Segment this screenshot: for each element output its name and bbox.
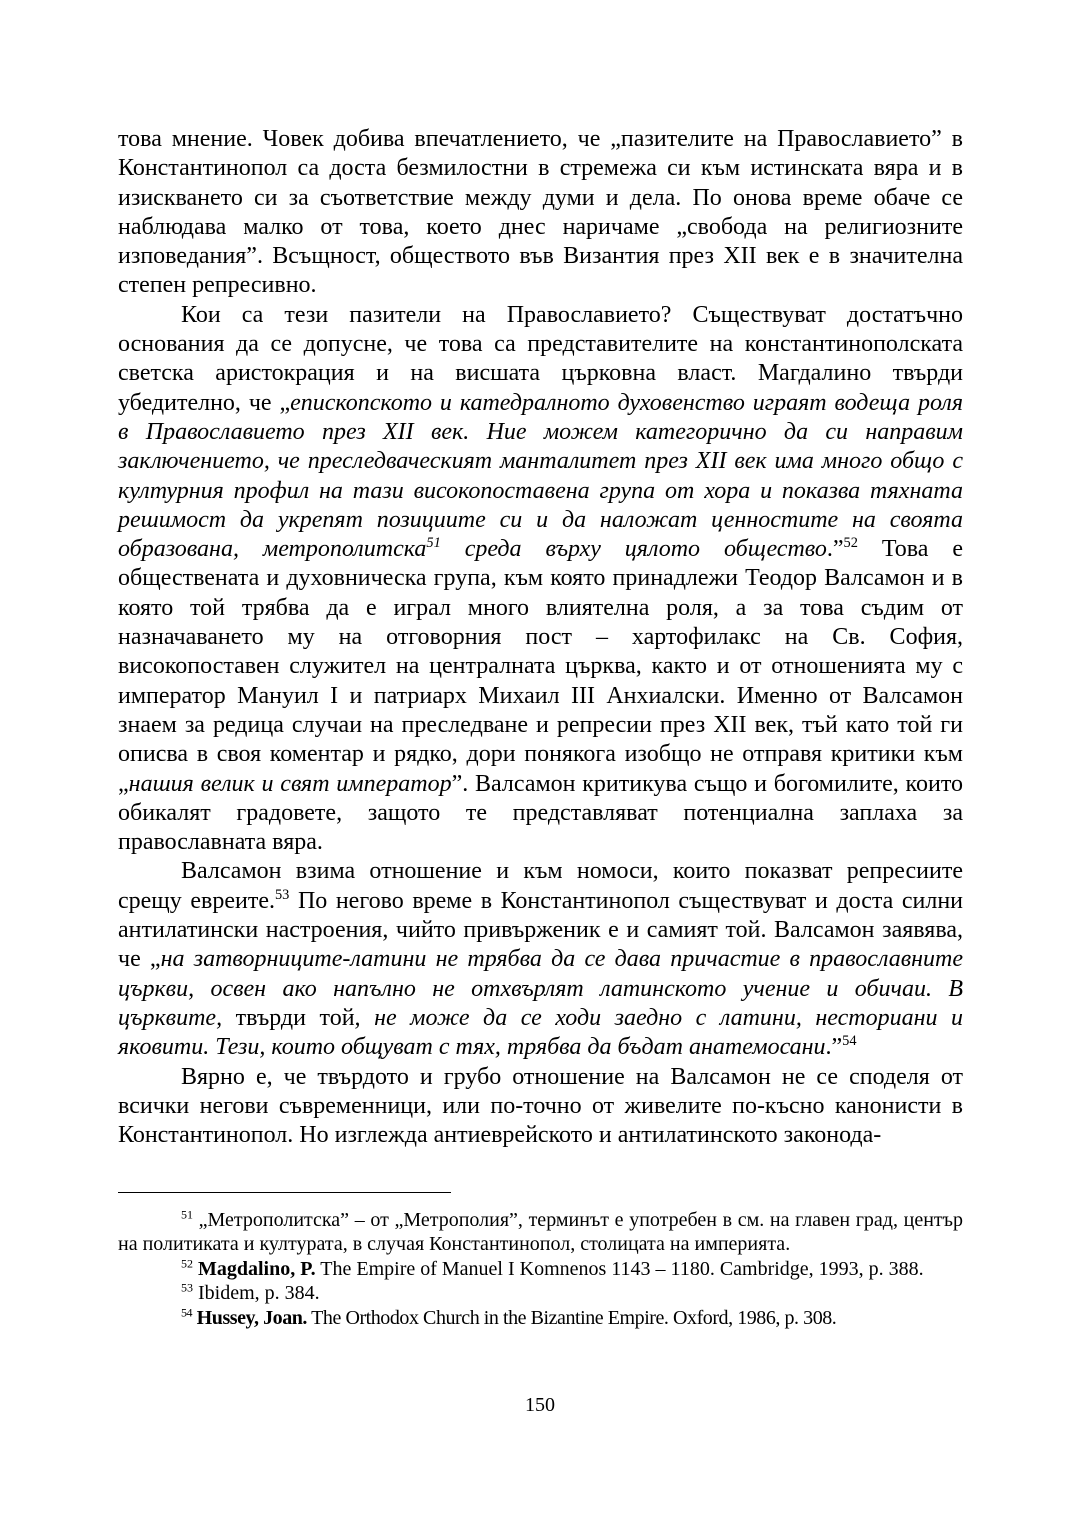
- text-run: The Empire of Manuel I Komnenos 1143 – 1180. Cambridge, 1993, p. 388.: [315, 1257, 924, 1280]
- quote-text: на затворниците-латини не трябва да се дава причастие в православните църкви, освен ако напълно не отхвърлят латинското учение и обичаи. В църквите,: [118, 946, 964, 1031]
- text-run: .”: [825, 1034, 843, 1061]
- author-name: Magdalino, P.: [198, 1257, 316, 1280]
- footnote-ref: 53: [274, 886, 290, 903]
- page-number: 150: [525, 1394, 555, 1416]
- footnote: [118, 1306, 963, 1330]
- quote-text: епископското и катедралното духовенство играят водеща роля в Православието през XII век. Ние можем категорично да си направим заключението, че преследваческият манталитет през XII век има много общо с културния профил на тази високопоставена група от хора и показва тяхната решимост да укрепят позициите си и да наложат ценностите на своята образована, метрополитска: [118, 389, 963, 563]
- paragraph: [118, 301, 963, 858]
- footnote-ref: 51: [426, 535, 441, 552]
- text-run: Кои са тези пазители на Православието? Съществуват достатъчно основания да се допусне, че това са представителите на константинополската светска аристокрация и на висшата църковна власт. Магдалино твърди убедително, че „: [118, 301, 963, 416]
- text-run: „Метрополитска” – от „Метрополия”, терминът е употребен в см. на главен град, център на политиката и културата, в случая Константинопол, столицата на империята.: [118, 1209, 963, 1256]
- footnote: [118, 1281, 963, 1305]
- quote-text: нашия велик и свят император: [128, 770, 452, 797]
- text-run: Това е обществената и духовническа група, към която принадлежи Теодор Валсамон и в която той трябва да е играл много влиятелна роля, а за това съдим от назначаването му на отговорния пост – хартофилакс на Св. София, високопоставен служител на централната църква, както и от отношенията му с император Мануил I и патриарх Михаил III Анхиалски. Именно от Валсамон знаем за редица случаи на преследване и репресии през XII век, тъй като той ги описва в своя коментар и рядко, дори понякога изобщо не отправя критики към „: [118, 536, 963, 797]
- text-run: Ibidem, p. 384.: [193, 1282, 320, 1305]
- footnote: [118, 1208, 963, 1257]
- text-run: твърди той: [222, 1004, 355, 1031]
- text-run: това мнение. Човек добива впечатлението, че „пазителите на Православието” в Константинопол са доста безмилостни в стремежа си към истинската вяра и в изискването си за съответствие между думи и дела. По онова време обаче се наблюдава малко от това, което днес наричаме „свобода на религиозните изповедания”. Всъщност, обществото във Византия през XII век е в значителна степен репресивно.: [118, 126, 963, 299]
- text-run: .”: [826, 536, 844, 563]
- quote-text: среда върху цялото общество: [440, 536, 827, 563]
- text-run: Вярно е, че твърдото и грубо отношение на Валсамон не се споделя от всички негови съвременници, или по-точно от живелите по-късно канонисти в Константинопол. Но изглежда антиеврейското и антилатинското законода-: [118, 1063, 963, 1149]
- footnote-ref: 51: [181, 1207, 193, 1222]
- footnotes: [118, 1208, 963, 1330]
- footnote: [118, 1257, 963, 1281]
- text-run: ”. Валсамон критикува също и богомилите, които обикалят градовете, защото те представляват потенциална заплаха за православната вяра.: [118, 770, 963, 856]
- quote-text: , не може да се ходи заедно с латини, несториани и яковити. Тези, които общуват с тях, трябва да бъдат анатемосани: [118, 1004, 963, 1061]
- text-run: По негово време в Константинопол съществуват и доста силни антилатински настроения, чийто привърженик е и самият той. Валсамон заявява, че „: [118, 887, 964, 973]
- footnote-ref: 52: [843, 535, 858, 552]
- footnote-ref: 53: [181, 1280, 193, 1295]
- page-body: [118, 125, 963, 1150]
- main-text: [118, 125, 963, 1150]
- paragraph: [118, 857, 963, 1062]
- text-run: Валсамон взима отношение и към номоси, които показват репресиите срещу евреите.: [118, 858, 963, 914]
- footnote-ref: 54: [842, 1033, 857, 1050]
- paragraph: [118, 1063, 963, 1151]
- text-run: The Orthodox Church in the Bizantine Empire. Oxford, 1986, p. 308.: [306, 1306, 837, 1329]
- paragraph: [118, 125, 963, 301]
- author-name: Hussey, Joan.: [196, 1306, 307, 1329]
- footnote-ref: 52: [181, 1256, 193, 1271]
- footnote-separator: [118, 1192, 451, 1193]
- footnote-ref: 54: [181, 1304, 193, 1319]
